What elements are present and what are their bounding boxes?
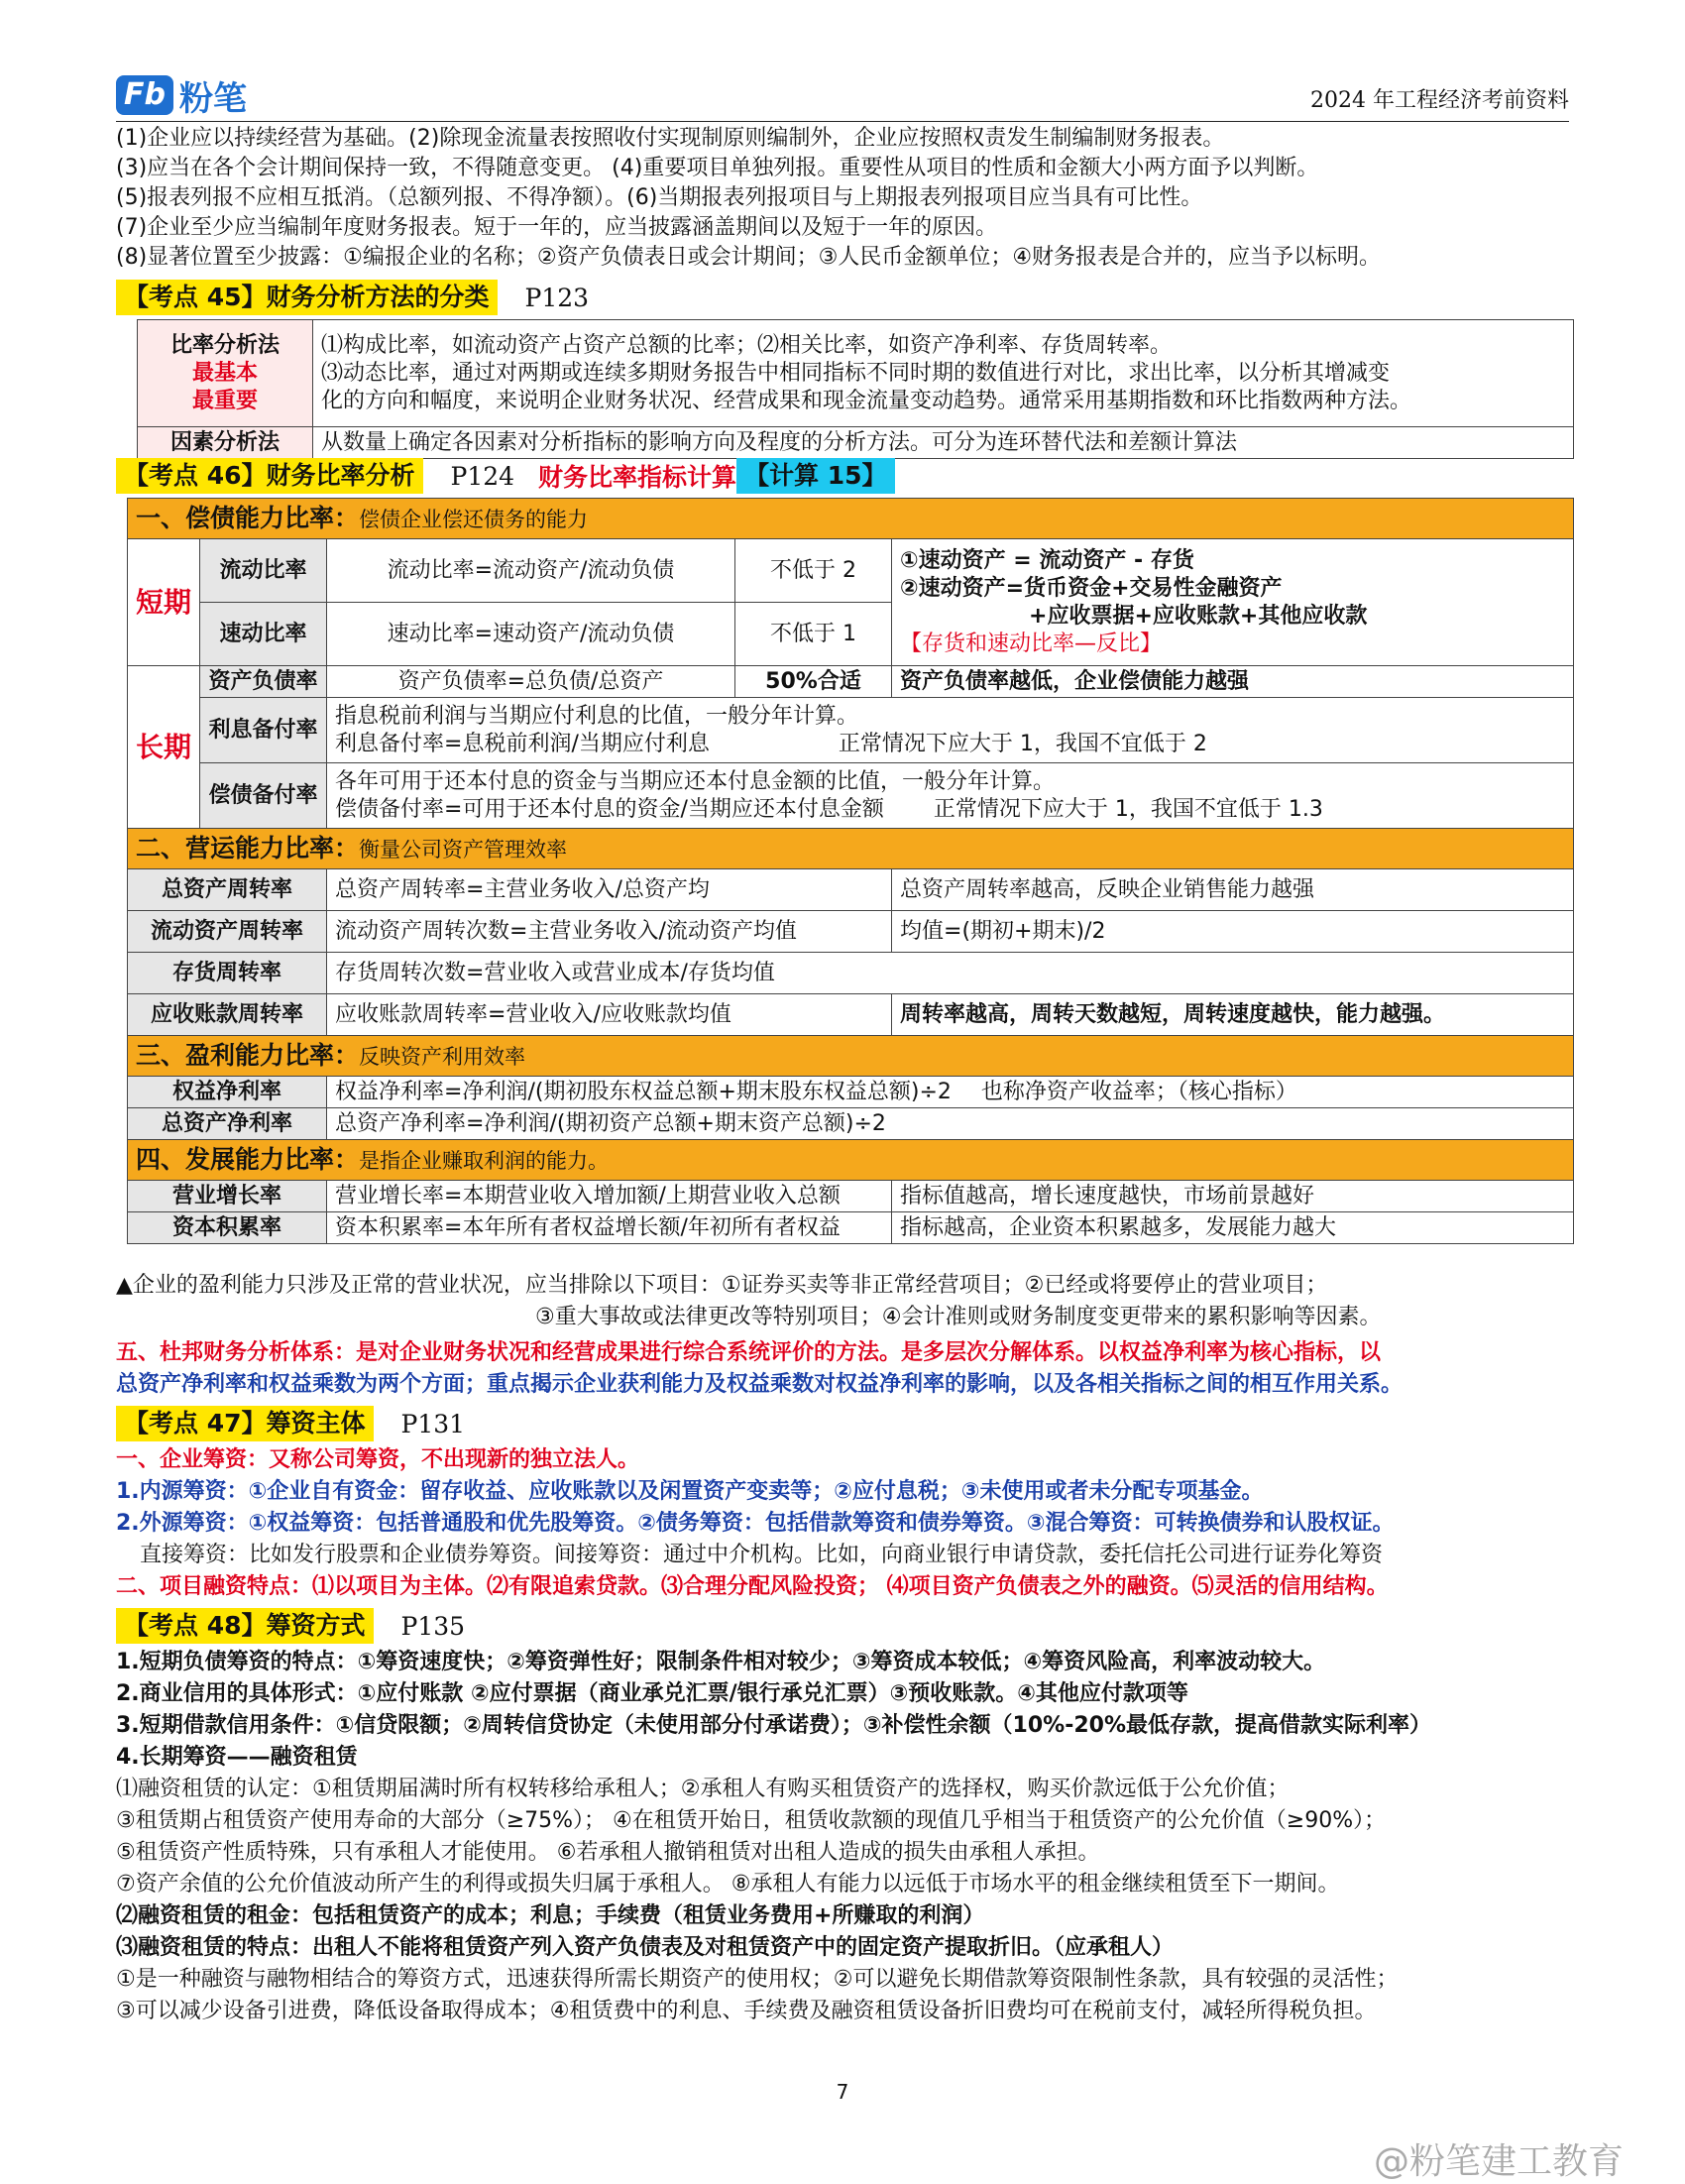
group-short: 短期 xyxy=(128,539,200,666)
ratio-note: 指标值越高，增长速度越快，市场前景越好 xyxy=(892,1181,1574,1212)
text-line: 3.短期借款信用条件：①信贷限额；②周转信贷协定（未使用部分付承诺费）；③补偿性余额（10%-20%最低存款，提高借款实际利率） xyxy=(116,1713,1431,1738)
table-cell xyxy=(313,320,1574,427)
text-line: ③重大事故或法律更改等特别项目；④会计准则或财务制度变更带来的累积影响等因素。 xyxy=(535,1305,1382,1329)
ratio-label: 总资产周转率 xyxy=(128,869,327,911)
brand-mark: Fb xyxy=(116,75,173,115)
ratio-detail xyxy=(327,763,1574,829)
section-heading-48 xyxy=(116,1608,465,1644)
page-ref: P135 xyxy=(400,1611,466,1641)
section-subtitle: 反映资产利用效率 xyxy=(359,1044,526,1069)
section-subtitle: 偿债企业偿还债务的能力 xyxy=(359,507,589,531)
cell-text: 正常情况下应大于 1，我国不宜低于 1.3 xyxy=(933,796,1323,822)
text-line: (8)显著位置至少披露：①编报企业的名称；②资产负债表日或会计期间；③人民币金额单位；④财务报表是合并的，应当予以标明。 xyxy=(116,245,1382,270)
cell-text: 利息备付率=息税前利润/当期应付利息 xyxy=(335,731,710,756)
table-cell: 从数量上确定各因素对分析指标的影响方向及程度的分析方法。可分为连环替代法和差额计算法 xyxy=(313,427,1574,459)
section-heading-46 xyxy=(116,458,895,494)
header-rule xyxy=(116,121,1569,122)
table-row-label: 因素分析法 xyxy=(138,427,313,459)
cell-text: ①速动资产 = 流动资产 - 存货 xyxy=(900,547,1194,573)
ratio-label: 总资产净利率 xyxy=(128,1108,327,1140)
section-title: 一、偿债能力比率： xyxy=(136,503,360,532)
cell-text: 偿债备付率=可用于还本付息的资金/当期应还本付息金额 xyxy=(335,796,884,822)
ratio-label: 资产负债率 xyxy=(200,666,327,698)
section-tag: 【考点 48】筹资方式 xyxy=(116,1608,374,1644)
ratio-label: 权益净利率 xyxy=(128,1077,327,1108)
text-line: (7)企业至少应当编制年度财务报表。短于一年的，应当披露涵盖期间以及短于一年的原因。 xyxy=(116,215,998,240)
text-line: ⑴融资租赁的认定：①租赁期届满时所有权转移给承租人；②承租人有购买租赁资产的选择权，购买价款远低于公允价值； xyxy=(116,1777,1290,1801)
ratio-formula: 营业增长率=本期营业收入增加额/上期营业收入总额 xyxy=(327,1181,892,1212)
ratio-formula: 资产负债率=总负债/总资产 xyxy=(327,666,735,698)
ratio-section xyxy=(128,1036,1574,1077)
brand-logo xyxy=(116,73,247,117)
ratio-standard: 不低于 1 xyxy=(735,603,892,666)
section-title: 四、发展能力比率： xyxy=(136,1144,360,1174)
section-subtitle: 衡量公司资产管理效率 xyxy=(359,837,568,862)
section-title: 三、盈利能力比率： xyxy=(136,1040,360,1070)
cell-text: 指息税前利润与当期应付利息的比值，一般分年计算。 xyxy=(335,703,859,729)
text-line: 2.商业信用的具体形式：①应付账款 ②应付票据（商业承兑汇票/银行承兑汇票）③预收账款。④其他应付款项等 xyxy=(116,1681,1188,1706)
ratio-standard: 不低于 2 xyxy=(735,539,892,603)
cell-text: ②速动资产=货币资金+交易性金融资产 xyxy=(900,575,1283,601)
ratio-formula: 应收账款周转率=营业收入/应收账款均值 xyxy=(327,994,892,1036)
ratio-formula: 流动比率=流动资产/流动负债 xyxy=(327,539,735,603)
cell-text: 化的方向和幅度，来说明企业财务状况、经营成果和现金流量变动趋势。通常采用基期指数和环比指数两种方法。 xyxy=(321,388,1412,413)
text-line: 直接筹资：比如发行股票和企业债券筹资。间接筹资：通过中介机构。比如，向商业银行申请贷款，委托信托公司进行证券化筹资 xyxy=(140,1543,1384,1567)
text-line: 总资产净利率和权益乘数为两个方面；重点揭示企业获利能力及权益乘数对权益净利率的影响，以及各相关指标之间的相互作用关系。 xyxy=(116,1372,1404,1397)
group-long: 长期 xyxy=(128,666,200,829)
ratio-label: 速动比率 xyxy=(200,603,327,666)
ratio-section xyxy=(128,829,1574,869)
watermark: @粉笔建工教育 xyxy=(1373,2141,1624,2182)
ratio-note: 指标越高，企业资本积累越多，发展能力越大 xyxy=(892,1212,1574,1244)
ratio-note: 均值=(期初+期末)/2 xyxy=(892,911,1574,953)
cell-text: 【存货和速动比率—反比】 xyxy=(900,631,1163,656)
cell-text: 正常情况下应大于 1，我国不宜低于 2 xyxy=(838,731,1207,756)
text-line: ③可以减少设备引进费，降低设备取得成本；④租赁费中的利息、手续费及融资租赁设备折旧费均可在税前支付，减轻所得税负担。 xyxy=(116,1999,1377,2023)
section-tag: 【考点 45】财务分析方法的分类 xyxy=(116,280,498,315)
ratio-formula: 速动比率=速动资产/流动负债 xyxy=(327,603,735,666)
text-line: 一、企业筹资：又称公司筹资，不出现新的独立法人。 xyxy=(116,1447,640,1472)
section-note: 财务比率指标计算 xyxy=(538,463,737,492)
text-line: ▲企业的盈利能力只涉及正常的营业状况，应当排除以下项目：①证券买卖等非正常经营项目；②已经或将要停止的营业项目； xyxy=(116,1273,1328,1298)
section-heading-47 xyxy=(116,1406,465,1441)
cell-text: 最重要 xyxy=(191,388,258,413)
ratio-formula: 存货周转次数=营业收入或营业成本/存货均值 xyxy=(327,953,1574,994)
table-row-label xyxy=(138,320,313,427)
text-line: ⑵融资租赁的租金：包括租赁资产的成本；利息；手续费（租赁业务费用+所赚取的利润） xyxy=(116,1903,985,1928)
cell-text: +应收票据+应收账款+其他应收款 xyxy=(1029,603,1368,629)
cell-text: 最基本 xyxy=(191,360,258,386)
cell-text: 比率分析法 xyxy=(169,332,280,358)
ratio-section xyxy=(128,499,1574,539)
text-line: ⑦资产余值的公允价值波动所产生的利得或损失归属于承租人。 ⑧承租人有能力以远低于市场水平的租金继续租赁至下一期间。 xyxy=(116,1872,1340,1897)
section-heading-45 xyxy=(116,280,589,315)
text-line: (1)企业应以持续经营为基础。(2)除现金流量表按照收付实现制原则编制外，企业应按照权责发生制编制财务报表。 xyxy=(116,126,1225,151)
ratio-label: 偿债备付率 xyxy=(200,763,327,829)
section-title: 二、营运能力比率： xyxy=(136,833,360,862)
quick-notes xyxy=(892,539,1574,666)
section-tag: 【考点 46】财务比率分析 xyxy=(116,458,423,494)
cell-text: 权益净利率=净利润/(期初股东权益总额+期末股东权益总额)÷2 xyxy=(335,1079,952,1104)
section-tag: 【考点 47】筹资主体 xyxy=(116,1406,374,1441)
brand-name: 粉笔 xyxy=(178,78,247,119)
ratio-label: 应收账款周转率 xyxy=(128,994,327,1036)
cell-text: ⑶动态比率，通过对两期或连续多期财务报告中相同指标不同时期的数值进行对比，求出比率，以分析其增减变 xyxy=(321,360,1391,386)
ratio-label: 流动资产周转率 xyxy=(128,911,327,953)
ratio-label: 存货周转率 xyxy=(128,953,327,994)
ratio-label: 资本积累率 xyxy=(128,1212,327,1244)
header-title: 2024 年工程经济考前资料 xyxy=(1310,88,1569,113)
calc-tag: 【计算 15】 xyxy=(736,458,895,494)
text-line: 2.外源筹资：①权益筹资：包括普通股和优先股筹资。②债务筹资：包括借款筹资和债券筹资。③混合筹资：可转换债券和认股权证。 xyxy=(116,1511,1395,1536)
ratio-note: 总资产周转率越高，反映企业销售能力越强 xyxy=(892,869,1574,911)
section-subtitle: 是指企业赚取利润的能力。 xyxy=(359,1148,610,1173)
text-line: 1.短期负债筹资的特点：①筹资速度快；②筹资弹性好；限制条件相对较少；③筹资成本较低；④筹资风险高，利率波动较大。 xyxy=(116,1650,1326,1674)
text-line: ③租赁期占租赁资产使用寿命的大部分（≥75%）； ④在租赁开始日，租赁收款额的现值几乎相当于租赁资产的公允价值（≥90%）； xyxy=(116,1808,1387,1833)
cell-text: 也称净资产收益率；（核心指标） xyxy=(980,1079,1297,1104)
ratio-formula: 总资产净利率=净利润/(期初资产总额+期末资产总额)÷2 xyxy=(327,1108,1574,1140)
text-line: 4.长期筹资——融资租赁 xyxy=(116,1745,358,1770)
text-line: ⑤租赁资产性质特殊，只有承租人才能使用。 ⑥若承租人撤销租赁对出租人造成的损失由承租人承担。 xyxy=(116,1840,1100,1865)
ratio-formula: 流动资产周转次数=主营业务收入/流动资产均值 xyxy=(327,911,892,953)
cell-text: 各年可用于还本付息的资金与当期应还本付息金额的比值，一般分年计算。 xyxy=(335,768,1056,794)
ratio-formula xyxy=(327,1077,1574,1108)
text-line: ⑶融资租赁的特点：出租人不能将租赁资产列入资产负债表及对租赁资产中的固定资产提取折旧。（应承租人） xyxy=(116,1935,1175,1960)
ratio-formula: 总资产周转率=主营业务收入/总资产均 xyxy=(327,869,892,911)
text-line: (3)应当在各个会计期间保持一致，不得随意变更。 (4)重要项目单独列报。重要性从项目的性质和金额大小两方面予以判断。 xyxy=(116,156,1319,180)
ratio-table xyxy=(127,498,1574,1244)
ratio-label: 流动比率 xyxy=(200,539,327,603)
page-ref: P123 xyxy=(524,283,590,312)
text-line: 五、杜邦财务分析体系：是对企业财务状况和经营成果进行综合系统评价的方法。是多层次分解体系。以权益净利率为核心指标，以 xyxy=(116,1340,1382,1365)
text-line: 1.内源筹资：①企业自有资金：留存收益、应收账款以及闲置资产变卖等；②应付息税；③未使用或者未分配专项基金。 xyxy=(116,1479,1264,1504)
ratio-detail xyxy=(327,698,1574,763)
ratio-note: 资产负债率越低，企业偿债能力越强 xyxy=(892,666,1574,698)
text-line: ①是一种融资与融物相结合的筹资方式，迅速获得所需长期资产的使用权；②可以避免长期借款筹资限制性条款，具有较强的灵活性； xyxy=(116,1967,1399,1992)
ratio-standard: 50%合适 xyxy=(735,666,892,698)
page-number: 7 xyxy=(836,2080,849,2104)
ratio-section xyxy=(128,1140,1574,1181)
ratio-formula: 资本积累率=本年所有者权益增长额/年初所有者权益 xyxy=(327,1212,892,1244)
ratio-label: 利息备付率 xyxy=(200,698,327,763)
analysis-methods-table xyxy=(137,319,1574,459)
ratio-note: 周转率越高，周转天数越短，周转速度越快，能力越强。 xyxy=(892,994,1574,1036)
ratio-label: 营业增长率 xyxy=(128,1181,327,1212)
page-ref: P131 xyxy=(400,1409,466,1438)
page-ref: P124 xyxy=(450,461,515,491)
text-line: (5)报表列报不应相互抵消。（总额列报、不得净额）。(6)当期报表列报项目与上期报表列报项目应当具有可比性。 xyxy=(116,185,1203,210)
text-line: 二、项目融资特点：⑴以项目为主体。⑵有限追索贷款。⑶合理分配风险投资； ⑷项目资产负债表之外的融资。⑸灵活的信用结构。 xyxy=(116,1574,1389,1599)
cell-text: ⑴构成比率，如流动资产占资产总额的比率；⑵相关比率，如资产净利率、存货周转率。 xyxy=(321,332,1173,358)
